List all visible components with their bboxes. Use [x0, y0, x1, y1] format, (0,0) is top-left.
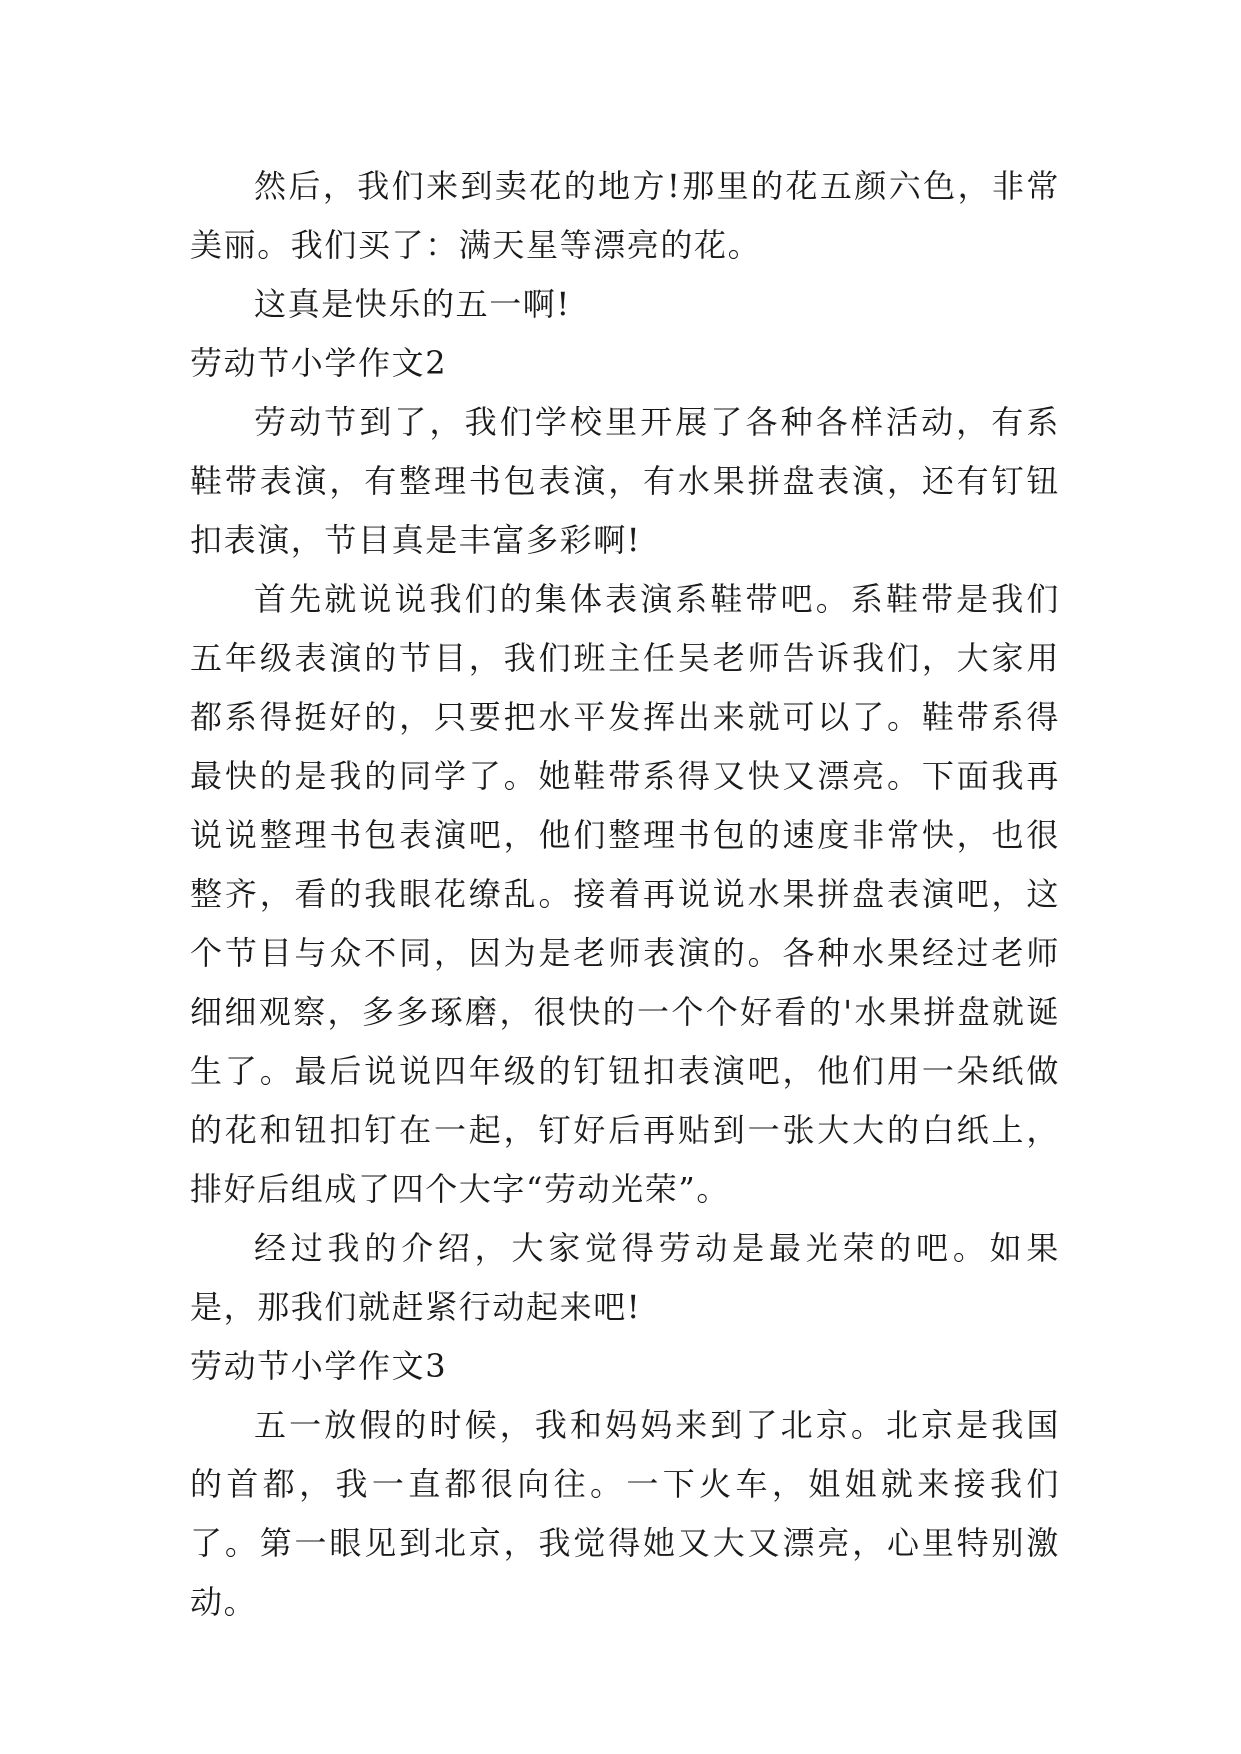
section-heading: 劳动节小学作文2	[190, 344, 448, 382]
document-body	[190, 157, 1060, 1632]
paragraph: 这真是快乐的五一啊!	[254, 285, 571, 323]
paragraph: 经过我的介绍，大家觉得劳动是最光荣的吧。如果是，那我们就赶紧行动起来吧!	[190, 1229, 1060, 1326]
section-heading: 劳动节小学作文3	[190, 1347, 448, 1385]
paragraph: 五一放假的时候，我和妈妈来到了北京。北京是我国的首都，我一直都很向往。一下火车，姐姐就来接我们了。第一眼见到北京，我觉得她又大又漂亮，心里特别激动。	[190, 1406, 1060, 1621]
paragraph: 劳动节到了，我们学校里开展了各种各样活动，有系鞋带表演，有整理书包表演，有水果拼盘表演，还有钉钮扣表演，节目真是丰富多彩啊!	[190, 403, 1060, 559]
paragraph: 首先就说说我们的集体表演系鞋带吧。系鞋带是我们五年级表演的节目，我们班主任吴老师告诉我们，大家用都系得挺好的，只要把水平发挥出来就可以了。鞋带系得最快的是我的同学了。她鞋带系得又快又漂亮。下面我再说说整理书包表演吧，他们整理书包的速度非常快，也很整齐，看的我眼花缭乱。接着再说说水果拼盘表演吧，这个节目与众不同，因为是老师表演的。各种水果经过老师细细观察，多多琢磨，很快的一个个好看的'水果拼盘就诞生了。最后说说四年级的钉钮扣表演吧，他们用一朵纸做的花和钮扣钉在一起，钉好后再贴到一张大大的白纸上，排好后组成了四个大字“劳动光荣”。	[190, 580, 1060, 1208]
paragraph: 然后，我们来到卖花的地方!那里的花五颜六色，非常美丽。我们买了：满天星等漂亮的花。	[190, 167, 1060, 264]
